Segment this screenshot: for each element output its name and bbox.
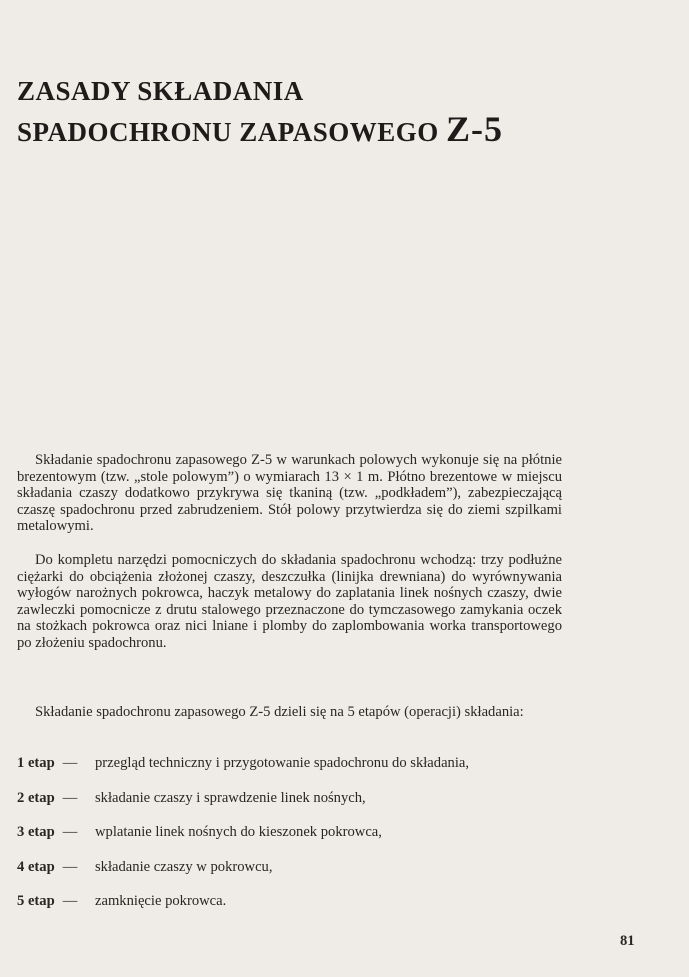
title-line-1: ZASADY SKŁADANIA [17,76,304,107]
stage-dash: — [62,755,78,771]
stage-description: wplatanie linek nośnych do kieszonek pokrowca, [95,824,382,840]
page-number: 81 [620,933,635,949]
stage-dash: — [62,858,78,875]
stage-dash: — [62,789,78,806]
stage-description: przegląd techniczny i przygotowanie spadochronu do składania, [95,755,470,771]
stage-dash: — [62,824,78,840]
stage-item [17,755,562,772]
stage-number: 3 etap [17,824,55,840]
stage-list [17,755,562,928]
paragraph-text: Składanie spadochronu zapasowego Z-5 w warunkach polowych wykonuje się na płótnie brezentowym (tzw. „stole polowym”) o wymiarach 13 × 1 m. Płótno brezentowe w miejscu składania czaszy dodatkowo przykrywa się tkaniną (tzw. „podkładem”), zabezpieczającą czaszę spadochronu przed zabrudzeniem. Stół polowy przytwierdza się do ziemi szpilkami metalowymi. [17,452,562,534]
stage-number: 5 etap [17,893,55,909]
paragraph-2 [17,552,562,651]
stage-item [17,790,562,807]
paragraph-1 [17,452,562,535]
title-line-2-text: SPADOCHRONU ZAPASOWEGO [17,117,439,148]
stage-description: zamknięcie pokrowca. [95,893,227,909]
title-model: Z-5 [446,109,504,150]
paragraph-text: Składanie spadochronu zapasowego Z-5 dzieli się na 5 etapów (operacji) składania: [35,704,524,720]
stage-number: 4 etap [17,858,55,875]
paragraph-3 [17,704,562,721]
stage-dash: — [62,893,78,909]
stage-description: składanie czaszy i sprawdzenie linek nośnych, [95,789,366,806]
title-line-2 [17,110,637,151]
stage-number: 2 etap [17,789,55,806]
stage-number: 1 etap [17,755,55,771]
stage-item [17,859,562,876]
stage-item [17,824,562,841]
stage-description: składanie czaszy w pokrowcu, [95,858,273,875]
stage-item [17,893,562,910]
page-title [17,72,637,151]
paragraph-text: Do kompletu narzędzi pomocniczych do składania spadochronu wchodzą: trzy podłużne ciężarki do obciążenia złożonej czaszy, deszczułka (linijka drewniana) do wyrównywania wyłogów narożnych pokrowca, haczyk metalowy do zaplatania linek nośnych czaszy, dwie zawleczki pomocnicze z drutu stalowego przeznaczone do tymczasowego zamykania oczek na stożkach pokrowca oraz nici lniane i plomby do zaplombowania worka transportowego po złożeniu spadochronu. [17,552,562,651]
